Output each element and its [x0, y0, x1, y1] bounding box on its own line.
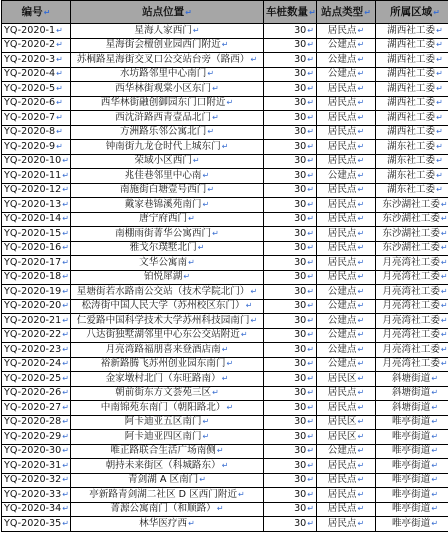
cell-type: 公建点 ↵	[317, 299, 376, 314]
cell-type: 居民点 ↵	[317, 140, 376, 155]
table-row	[2, 473, 448, 488]
cell-count: 30 ↵	[264, 96, 317, 111]
cell-id: YQ-2020-14 ↵	[2, 212, 71, 227]
cell-location: 亭新路青剑湖二社区 D 区西门附近 ↵	[71, 488, 264, 503]
cell-count: 30 ↵	[264, 328, 317, 343]
cell-count: 30 ↵	[264, 67, 317, 82]
station-table	[1, 0, 448, 532]
cell-location: 菁源公寓南门（和顺路） ↵	[71, 502, 264, 517]
cell-location: 八达街独墅湖邻里中心东公交站附近 ↵	[71, 328, 264, 343]
cell-location: 星海街会檀创业园西门附近 ↵	[71, 38, 264, 53]
cell-region: 月亮湾社工委 ↵	[376, 357, 448, 372]
cell-location: 文华公寓南 ↵	[71, 256, 264, 271]
cell-region: 东沙湖社工委 ↵	[376, 212, 448, 227]
cell-id: YQ-2020-9 ↵	[2, 140, 71, 155]
cell-region: 东沙湖社工委 ↵	[376, 241, 448, 256]
table-row	[2, 96, 448, 111]
cell-id: YQ-2020-33 ↵	[2, 488, 71, 503]
cell-id: YQ-2020-34 ↵	[2, 502, 71, 517]
cell-id: YQ-2020-26 ↵	[2, 386, 71, 401]
cell-count: 30 ↵	[264, 430, 317, 445]
cell-location: 水坊路邻里中心南门 ↵	[71, 67, 264, 82]
cell-region: 月亮湾社工委 ↵	[376, 256, 448, 271]
cell-location: 阿卡迪亚四区南门 ↵	[71, 430, 264, 445]
cell-region: 湖西社工委 ↵	[376, 24, 448, 39]
cell-region: 唯亭街道 ↵	[376, 502, 448, 517]
cell-location: 方洲路乐邻公寓北门 ↵	[71, 125, 264, 140]
cell-id: YQ-2020-4 ↵	[2, 67, 71, 82]
cell-location: 朝持未来街区（科城路东） ↵	[71, 459, 264, 474]
cell-count: 30 ↵	[264, 285, 317, 300]
cell-region: 唯亭街道 ↵	[376, 488, 448, 503]
cell-id: YQ-2020-24 ↵	[2, 357, 71, 372]
cell-type: 居民点 ↵	[317, 401, 376, 416]
cell-region: 唯亭街道 ↵	[376, 473, 448, 488]
cell-id: YQ-2020-30 ↵	[2, 444, 71, 459]
cell-region: 湖西社工委 ↵	[376, 67, 448, 82]
table-row	[2, 183, 448, 198]
cell-id: YQ-2020-27 ↵	[2, 401, 71, 416]
table-row	[2, 314, 448, 329]
cell-count: 30 ↵	[264, 517, 317, 532]
cell-id: YQ-2020-23 ↵	[2, 343, 71, 358]
cell-location: 月亮湾路福朋喜来登酒店南 ↵	[71, 343, 264, 358]
cell-location: 西沈浒路西青壹品北门 ↵	[71, 111, 264, 126]
cell-location: 中南锦苑东南门（朝阳路北） ↵	[71, 401, 264, 416]
table-row	[2, 111, 448, 126]
cell-region: 月亮湾社工委 ↵	[376, 314, 448, 329]
table-row	[2, 386, 448, 401]
cell-location: 松涛街中国人民大学（苏州校区东门） ↵	[71, 299, 264, 314]
header-region: 所属区域 ↵	[376, 1, 448, 24]
cell-location: 苏桐路星海街交叉口公交站台旁（路西） ↵	[71, 53, 264, 68]
cell-region: 东沙湖社工委 ↵	[376, 198, 448, 213]
cell-region: 唯亭街道 ↵	[376, 415, 448, 430]
table-row	[2, 328, 448, 343]
cell-type: 公建点 ↵	[317, 67, 376, 82]
cell-type: 居民点 ↵	[317, 24, 376, 39]
cell-region: 湖东社工委 ↵	[376, 169, 448, 184]
table-row	[2, 415, 448, 430]
table-row	[2, 169, 448, 184]
cell-id: YQ-2020-35 ↵	[2, 517, 71, 532]
cell-count: 30 ↵	[264, 270, 317, 285]
cell-count: 30 ↵	[264, 502, 317, 517]
cell-count: 30 ↵	[264, 299, 317, 314]
cell-type: 居民点 ↵	[317, 154, 376, 169]
cell-type: 公建点 ↵	[317, 343, 376, 358]
cell-id: YQ-2020-5 ↵	[2, 82, 71, 97]
table-row	[2, 140, 448, 155]
cell-type: 公建点 ↵	[317, 38, 376, 53]
cell-location: 西华林街融创御园东门口附近 ↵	[71, 96, 264, 111]
cell-id: YQ-2020-6 ↵	[2, 96, 71, 111]
cell-id: YQ-2020-13 ↵	[2, 198, 71, 213]
cell-type: 居民点 ↵	[317, 183, 376, 198]
cell-location: 西华林街观棠小区东门 ↵	[71, 82, 264, 97]
cell-id: YQ-2020-3 ↵	[2, 53, 71, 68]
cell-count: 30 ↵	[264, 38, 317, 53]
cell-type: 居民点 ↵	[317, 270, 376, 285]
cell-type: 居民区 ↵	[317, 415, 376, 430]
cell-location: 南施街白塘壹号西门 ↵	[71, 183, 264, 198]
cell-location: 金家墩村北门（东旺路南） ↵	[71, 372, 264, 387]
cell-type: 公建点 ↵	[317, 285, 376, 300]
header-location: 站点位置 ↵	[71, 1, 264, 24]
cell-region: 月亮湾社工委 ↵	[376, 270, 448, 285]
cell-type: 公建点 ↵	[317, 444, 376, 459]
cell-region: 斜塘街道 ↵	[376, 372, 448, 387]
cell-count: 30 ↵	[264, 459, 317, 474]
cell-count: 30 ↵	[264, 386, 317, 401]
table-row	[2, 38, 448, 53]
cell-count: 30 ↵	[264, 256, 317, 271]
cell-count: 30 ↵	[264, 357, 317, 372]
table-row	[2, 285, 448, 300]
cell-count: 30 ↵	[264, 488, 317, 503]
cell-id: YQ-2020-8 ↵	[2, 125, 71, 140]
table-row	[2, 299, 448, 314]
table-row	[2, 212, 448, 227]
cell-type: 公建点 ↵	[317, 53, 376, 68]
cell-type: 居民点 ↵	[317, 227, 376, 242]
table-row	[2, 256, 448, 271]
table-row	[2, 125, 448, 140]
cell-region: 唯亭街道 ↵	[376, 459, 448, 474]
cell-count: 30 ↵	[264, 24, 317, 39]
cell-region: 月亮湾社工委 ↵	[376, 285, 448, 300]
cell-count: 30 ↵	[264, 227, 317, 242]
cell-region: 湖西社工委 ↵	[376, 53, 448, 68]
cell-id: YQ-2020-16 ↵	[2, 241, 71, 256]
cell-location: 唐宁府西门 ↵	[71, 212, 264, 227]
cell-location: 雅戈尔璞墅北门 ↵	[71, 241, 264, 256]
cell-id: YQ-2020-1 ↵	[2, 24, 71, 39]
table-row	[2, 82, 448, 97]
table-row	[2, 502, 448, 517]
cell-type: 居民点 ↵	[317, 386, 376, 401]
cell-location: 唯正路联合生活广场南侧 ↵	[71, 444, 264, 459]
cell-type: 居民点 ↵	[317, 473, 376, 488]
cell-id: YQ-2020-2 ↵	[2, 38, 71, 53]
cell-count: 30 ↵	[264, 53, 317, 68]
cell-id: YQ-2020-31 ↵	[2, 459, 71, 474]
cell-type: 居民点 ↵	[317, 488, 376, 503]
cell-region: 月亮湾社工委 ↵	[376, 328, 448, 343]
cell-id: YQ-2020-28 ↵	[2, 415, 71, 430]
table-row	[2, 401, 448, 416]
table-row	[2, 343, 448, 358]
cell-id: YQ-2020-18 ↵	[2, 270, 71, 285]
cell-region: 东沙湖社工委 ↵	[376, 227, 448, 242]
cell-region: 唯亭街道 ↵	[376, 517, 448, 532]
cell-id: YQ-2020-10 ↵	[2, 154, 71, 169]
cell-region: 斜塘街道 ↵	[376, 401, 448, 416]
cell-count: 30 ↵	[264, 125, 317, 140]
cell-count: 30 ↵	[264, 343, 317, 358]
cell-region: 月亮湾社工委 ↵	[376, 343, 448, 358]
cell-type: 公建点 ↵	[317, 314, 376, 329]
cell-location: 仁爱路中国科学技术大学苏州科技园南门 ↵	[71, 314, 264, 329]
cell-type: 居民点 ↵	[317, 517, 376, 532]
table-row	[2, 67, 448, 82]
cell-type: 居民点 ↵	[317, 111, 376, 126]
cell-id: YQ-2020-21 ↵	[2, 314, 71, 329]
table-row	[2, 372, 448, 387]
cell-count: 30 ↵	[264, 415, 317, 430]
cell-type: 居民点 ↵	[317, 502, 376, 517]
table-row	[2, 24, 448, 39]
cell-region: 唯亭街道 ↵	[376, 430, 448, 445]
cell-region: 湖西社工委 ↵	[376, 125, 448, 140]
cell-count: 30 ↵	[264, 473, 317, 488]
cell-count: 30 ↵	[264, 401, 317, 416]
table-row	[2, 241, 448, 256]
cell-id: YQ-2020-12 ↵	[2, 183, 71, 198]
cell-location: 星海人家西门 ↵	[71, 24, 264, 39]
cell-region: 月亮湾社工委 ↵	[376, 299, 448, 314]
cell-id: YQ-2020-29 ↵	[2, 430, 71, 445]
cell-region: 湖西社工委 ↵	[376, 82, 448, 97]
cell-id: YQ-2020-17 ↵	[2, 256, 71, 271]
cell-type: 居民点 ↵	[317, 82, 376, 97]
table-row	[2, 53, 448, 68]
cell-location: 星塘街若水路南公交站（技术学院北门） ↵	[71, 285, 264, 300]
cell-count: 30 ↵	[264, 140, 317, 155]
cell-count: 30 ↵	[264, 82, 317, 97]
cell-location: 戴家巷锦溪苑南门 ↵	[71, 198, 264, 213]
cell-region: 湖东社工委 ↵	[376, 140, 448, 155]
cell-id: YQ-2020-25 ↵	[2, 372, 71, 387]
cell-id: YQ-2020-7 ↵	[2, 111, 71, 126]
cell-type: 居民点 ↵	[317, 198, 376, 213]
cell-count: 30 ↵	[264, 314, 317, 329]
cell-type: 居民点 ↵	[317, 96, 376, 111]
cell-count: 30 ↵	[264, 111, 317, 126]
cell-type: 居民点 ↵	[317, 241, 376, 256]
table-row	[2, 444, 448, 459]
table-row	[2, 198, 448, 213]
table-row	[2, 154, 448, 169]
table-row	[2, 430, 448, 445]
table-row	[2, 357, 448, 372]
table-row	[2, 270, 448, 285]
cell-id: YQ-2020-22 ↵	[2, 328, 71, 343]
cell-count: 30 ↵	[264, 372, 317, 387]
cell-type: 居民点 ↵	[317, 212, 376, 227]
cell-id: YQ-2020-32 ↵	[2, 473, 71, 488]
cell-location: 钟南街九龙仓时代上城东门 ↵	[71, 140, 264, 155]
cell-type: 居民点 ↵	[317, 256, 376, 271]
cell-location: 铂悦犀湖 ↵	[71, 270, 264, 285]
cell-region: 湖东社工委 ↵	[376, 183, 448, 198]
cell-count: 30 ↵	[264, 198, 317, 213]
cell-location: 林华医疗西 ↵	[71, 517, 264, 532]
cell-id: YQ-2020-15 ↵	[2, 227, 71, 242]
cell-id: YQ-2020-19 ↵	[2, 285, 71, 300]
table-row	[2, 227, 448, 242]
header-type: 站点类型 ↵	[317, 1, 376, 24]
cell-count: 30 ↵	[264, 169, 317, 184]
cell-type: 居民区 ↵	[317, 430, 376, 445]
cell-type: 居民区 ↵	[317, 372, 376, 387]
table-header-row	[2, 1, 448, 24]
table-row	[2, 459, 448, 474]
cell-location: 兆佳巷邻里中心南 ↵	[71, 169, 264, 184]
cell-count: 30 ↵	[264, 154, 317, 169]
cell-type: 公建点 ↵	[317, 328, 376, 343]
cell-count: 30 ↵	[264, 444, 317, 459]
cell-type: 公建点 ↵	[317, 357, 376, 372]
cell-region: 湖西社工委 ↵	[376, 38, 448, 53]
cell-region: 唯亭街道 ↵	[376, 444, 448, 459]
cell-region: 湖西社工委 ↵	[376, 111, 448, 126]
cell-location: 朝前街东方文荟苑三区 ↵	[71, 386, 264, 401]
cell-count: 30 ↵	[264, 212, 317, 227]
cell-region: 斜塘街道 ↵	[376, 386, 448, 401]
cell-type: 公建点 ↵	[317, 169, 376, 184]
header-count: 车桩数量 ↵	[264, 1, 317, 24]
header-id: 编号 ↵	[2, 1, 71, 24]
cell-count: 30 ↵	[264, 183, 317, 198]
table-body	[2, 24, 448, 532]
cell-id: YQ-2020-20 ↵	[2, 299, 71, 314]
cell-region: 湖西社工委 ↵	[376, 96, 448, 111]
cell-type: 居民点 ↵	[317, 125, 376, 140]
cell-location: 阿卡迪亚五区南门 ↵	[71, 415, 264, 430]
cell-id: YQ-2020-11 ↵	[2, 169, 71, 184]
cell-location: 裕新路腾飞苏州创业园东南门 ↵	[71, 357, 264, 372]
cell-location: 青剑湖 A 区南门 ↵	[71, 473, 264, 488]
table-row	[2, 488, 448, 503]
cell-region: 湖东社工委 ↵	[376, 154, 448, 169]
cell-count: 30 ↵	[264, 241, 317, 256]
cell-location: 荣域小区西门 ↵	[71, 154, 264, 169]
table-row	[2, 517, 448, 532]
cell-type: 居民点 ↵	[317, 459, 376, 474]
cell-location: 南棚雨街菁华公寓西门 ↵	[71, 227, 264, 242]
